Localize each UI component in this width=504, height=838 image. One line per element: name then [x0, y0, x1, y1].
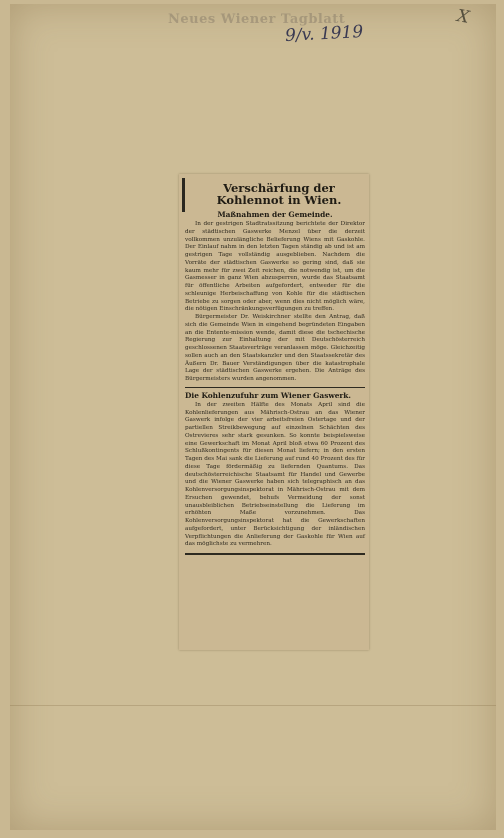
article-paragraph-2: Bürgermeister Dr. Weiskirchner stellte den Antrag, daß sich die Gemeinde Wien in eingehend begründeten Eingaben an die Entente-mission wende, damit diese die tschechische Regierung zur Einhaltung der mit Deutschösterreich geschlossenen Staatsverträge veranlassen möge. Gleichzeitig sollen auch an den Staatskanzler und den Staatssekretär des Äußern Dr. Bauer Verständigungen über die katastrophale Lage der städtischen Gaswerke ergehen. Die Anträge des Bürgermeisters wurden angenommen.	[185, 314, 365, 382]
corner-mark: X	[455, 6, 471, 28]
article-paragraph-1: In der gestrigen Stadtratssitzung berichtete der Direktor der städtischen Gaswerke Menzel über die derzeit vollkommen unzulängliche Belieferung Wiens mit Gaskohle. Der Einlauf nahm in den letzten Tagen ständig ab und ist am gestrigen Tage vollständig ausgeblieben. Nachdem die Vorräte der städtischen Gaswerke so gering sind, daß sie kaum mehr für zwei Zeit reichen, die notwendig ist, um die Gasmesser in ganz Wien abzusperren, wurde das Staatsamt für öffentliche Arbeiten aufgefordert, entweder für die schleunige Herbeischaffung von Kohle für die städtischen Betriebe zu sorgen oder aber, wenn dies nicht möglich wäre, die nötigen Einschränkungsverfügungen zu treffen.	[185, 221, 365, 313]
section-2-title: Die Kohlenzufuhr zum Wiener Gaswerk.	[185, 390, 352, 400]
fold-line	[10, 705, 496, 706]
article-subtitle: Maßnahmen der Gemeinde.	[217, 210, 333, 219]
article-title: Verschärfung der Kohlennot in Wien.	[216, 181, 342, 207]
margin-marker	[182, 178, 185, 212]
newspaper-clipping	[179, 174, 369, 650]
handwritten-date: 9/v. 1919	[284, 21, 364, 47]
newspaper-stamp: Neues Wiener Tagblatt	[168, 12, 346, 27]
section-divider	[185, 387, 365, 388]
bottom-rule	[185, 553, 365, 555]
article-paragraph-3: In der zweiten Hälfte des Monats April sind die Kohlenlieferungen aus Mährisch-Ostrau an das Wiener Gaswerk infolge der vier arbeitsfreien Ostertage und der partiellen Streikbewegung auf einzelnen Schächten des Ostrevieres sehr stark gesunken. So konnte beispielsweise eine Gewerkschaft im Monat April bloß etwa 60 Prozent des Schlußkontingents für diesen Monat liefern; in den ersten Tagen des Mai sank die Lieferung auf rund 40 Prozent des für diese Tage fördermäßig zu liefernden Quantums. Das deutschösterreichische Staatsamt für Handel und Gewerbe und die Wiener Gaswerke haben sich telegraphisch an das Kohlenversorgungsinspektorat in Mährisch-Ostrau mit dem Ersuchen gewendet, behufs Vermeidung der sonst unausbleiblichen Betriebseinstellung die Lieferung im erhöhten Maße vorzunehmen. Das Kohlenversorgungsinspektorat hat die Gewerkschaften aufgefordert, unter Berücksichtigung der inländischen Verpflichtungen die Anlieferung der Gaskohle für Wien auf das möglichste zu vermehren.	[185, 401, 365, 548]
